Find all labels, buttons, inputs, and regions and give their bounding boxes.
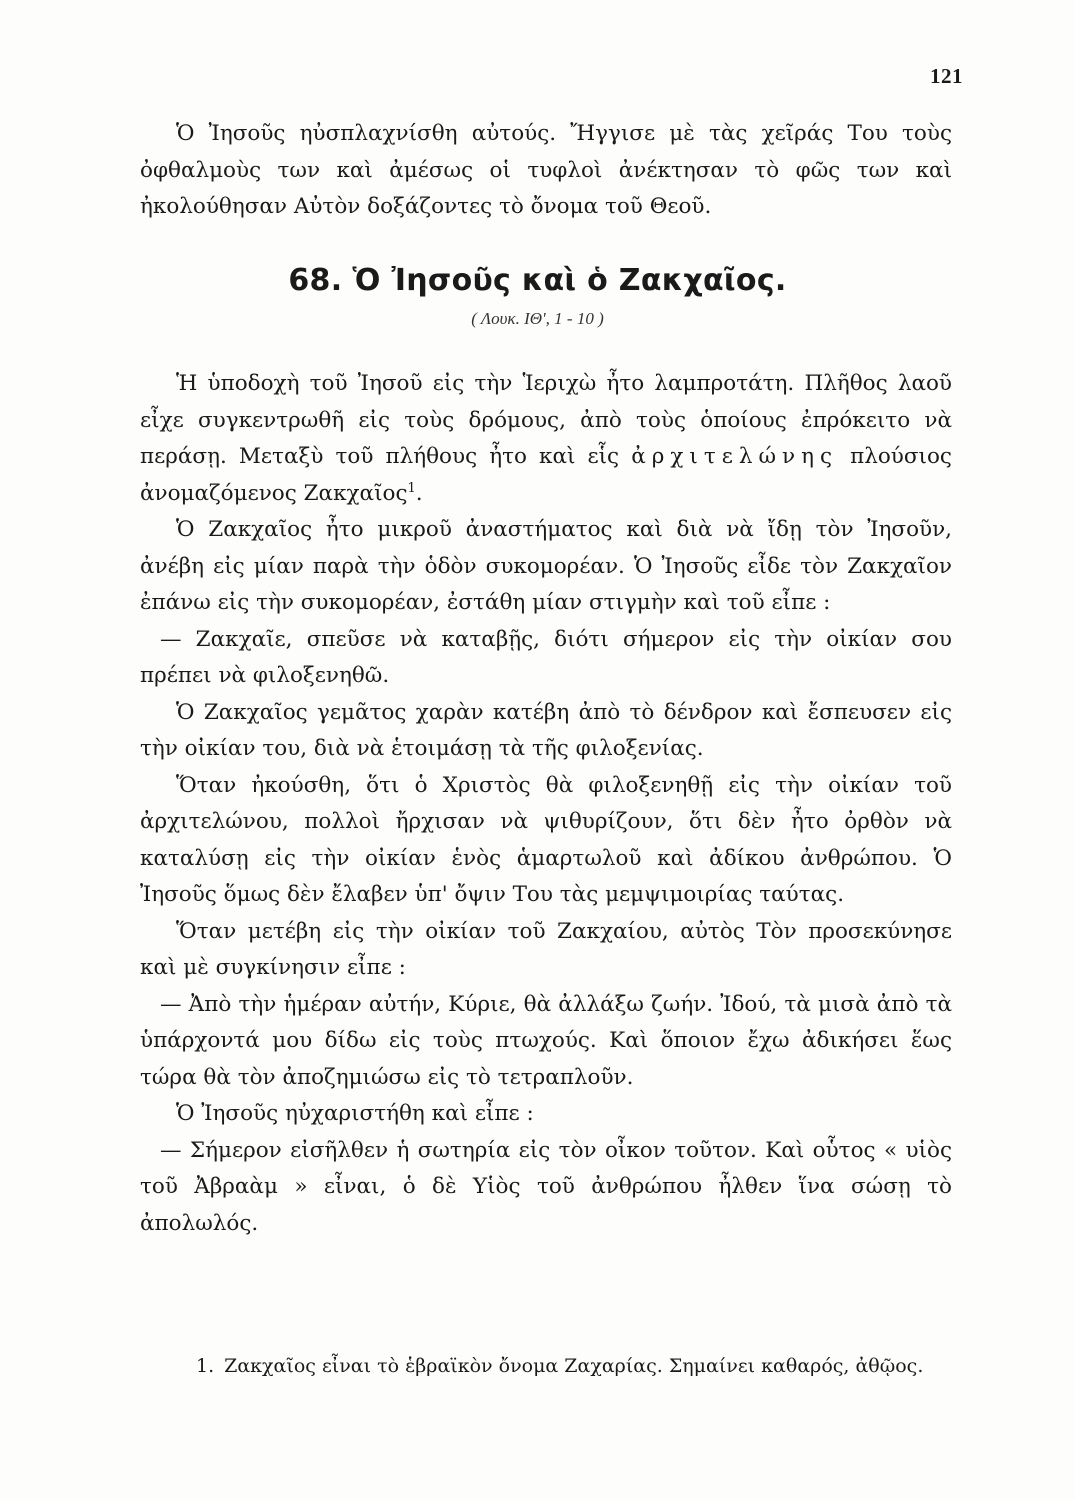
section-heading xyxy=(0,263,1075,298)
intro-paragraph: Ὁ Ἰησοῦς ηὐσπλαχνίσθη αὐτούς. Ἤγγισε μὲ τὰς χεῖράς Του τοὺς ὀφθαλμοὺς των καὶ ἀμέσως οἱ τυφλοὶ ἀνέκτησαν τὸ φῶς των καὶ ἠκολούθησαν Αὐτὸν δοξάζοντες τὸ ὄνομα τοῦ Θεοῦ. xyxy=(140,121,952,219)
footnote-number: 1. xyxy=(196,1355,215,1377)
section-title: Ὁ Ἰησοῦς καὶ ὁ Ζακχαῖος. xyxy=(352,263,787,298)
paragraph-5: Ὅταν ἠκούσθη, ὅτι ὁ Χριστὸς θὰ φιλοξενηθῇ εἰς τὴν οἰκίαν τοῦ ἀρχιτελώνου, πολλοὶ ἤρχισαν νὰ ψιθυρίζουν, ὅτι δὲν ἦτο ὀρθὸν νὰ καταλύσῃ εἰς τὴν οἰκίαν ἑνὸς ἁμαρτωλοῦ καὶ ἀδίκου ἀνθρώπου. Ὁ Ἰησοῦς ὅμως δὲν ἔλαβεν ὑπ' ὄψιν Του τὰς μεμψιμοιρίας ταύτας. xyxy=(140,772,952,907)
paragraph-6: Ὅταν μετέβη εἰς τὴν οἰκίαν τοῦ Ζακχαίου, αὐτὸς Τὸν προσεκύνησε καὶ μὲ συγκίνησιν εἶπε : xyxy=(140,918,952,980)
paragraph-2: Ὁ Ζακχαῖος ἦτο μικροῦ ἀναστήματος καὶ διὰ νὰ ἴδῃ τὸν Ἰησοῦν, ἀνέβη εἰς μίαν παρὰ τὴν ὁδὸν συκομορέαν. Ὁ Ἰησοῦς εἶδε τὸν Ζακχαῖον ἐπάνω εἰς τὴν συκομορέαν, ἐστάθη μίαν στιγμὴν καὶ τοῦ εἶπε : xyxy=(140,517,952,615)
paragraph-4: Ὁ Ζακχαῖος γεμᾶτος χαρὰν κατέβη ἀπὸ τὸ δένδρον καὶ ἔσπευσεν εἰς τὴν οἰκίαν του, διὰ νὰ ἑτοιμάσῃ τὰ τῆς φιλοξενίας. xyxy=(140,699,952,761)
spaced-word: ἀρχιτελώνης xyxy=(631,444,839,469)
paragraph-8: Ὁ Ἰησοῦς ηὐχαριστήθη καὶ εἶπε : xyxy=(176,1101,534,1126)
paragraph-1-after: πλούσιος ἀνομαζόμενος Ζακχαῖος xyxy=(140,444,952,506)
scripture-reference: ( Λουκ. ΙΘ', 1 - 10 ) xyxy=(471,309,604,328)
footnote xyxy=(196,1352,956,1380)
page-number: 121 xyxy=(930,64,963,88)
paragraph-1-end: . xyxy=(415,480,423,506)
footnote-text: Ζακχαῖος εἶναι τὸ ἑβραϊκὸν ὄνομα Ζαχαρίας. Σημαίνει καθαρός, ἀθῷος. xyxy=(224,1355,924,1377)
paragraph-1-before: Ἡ ὑποδοχὴ τοῦ Ἰησοῦ εἰς τὴν Ἱεριχὼ ἦτο λαμπροτάτη. Πλῆθος λαοῦ εἶχε συγκεντρωθῆ εἰς τοὺς δρόμους, ἀπὸ τοὺς ὁποίους ἐπρόκειτο νὰ περάσῃ. Μεταξὺ τοῦ πλήθους ἦτο καὶ εἷς xyxy=(140,371,952,469)
intro-text xyxy=(140,116,952,226)
paragraph-1 xyxy=(140,366,952,512)
paragraph-9-dialogue: — Σήμερον εἰσῆλθεν ἡ σωτηρία εἰς τὸν οἶκον τοῦτον. Καὶ οὗτος « υἱὸς τοῦ Ἀβραὰμ » εἶναι, ὁ δὲ Υἱὸς τοῦ ἀνθρώπου ἦλθεν ἵνα σώσῃ τὸ ἀπολωλός. xyxy=(140,1137,952,1236)
footnote-reference[interactable]: 1 xyxy=(407,480,416,496)
paragraph-7-dialogue: — Ἀπὸ τὴν ἡμέραν αὐτήν, Κύριε, θὰ ἀλλάξω ζωήν. Ἰδού, τὰ μισὰ ἀπὸ τὰ ὑπάρχοντά μου δίδω εἰς τοὺς πτωχούς. Καὶ ὅποιον ἔχω ἀδικήσει ἕως τώρα θὰ τὸν ἀποζημιώσω εἰς τὸ τετραπλοῦν. xyxy=(140,991,952,1090)
paragraph-3-dialogue: — Ζακχαῖε, σπεῦσε νὰ καταβῇς, διότι σήμερον εἰς τὴν οἰκίαν σου πρέπει νὰ φιλοξενηθῶ. xyxy=(140,626,952,688)
section-number: 68. xyxy=(288,263,343,298)
main-text xyxy=(140,366,952,1242)
